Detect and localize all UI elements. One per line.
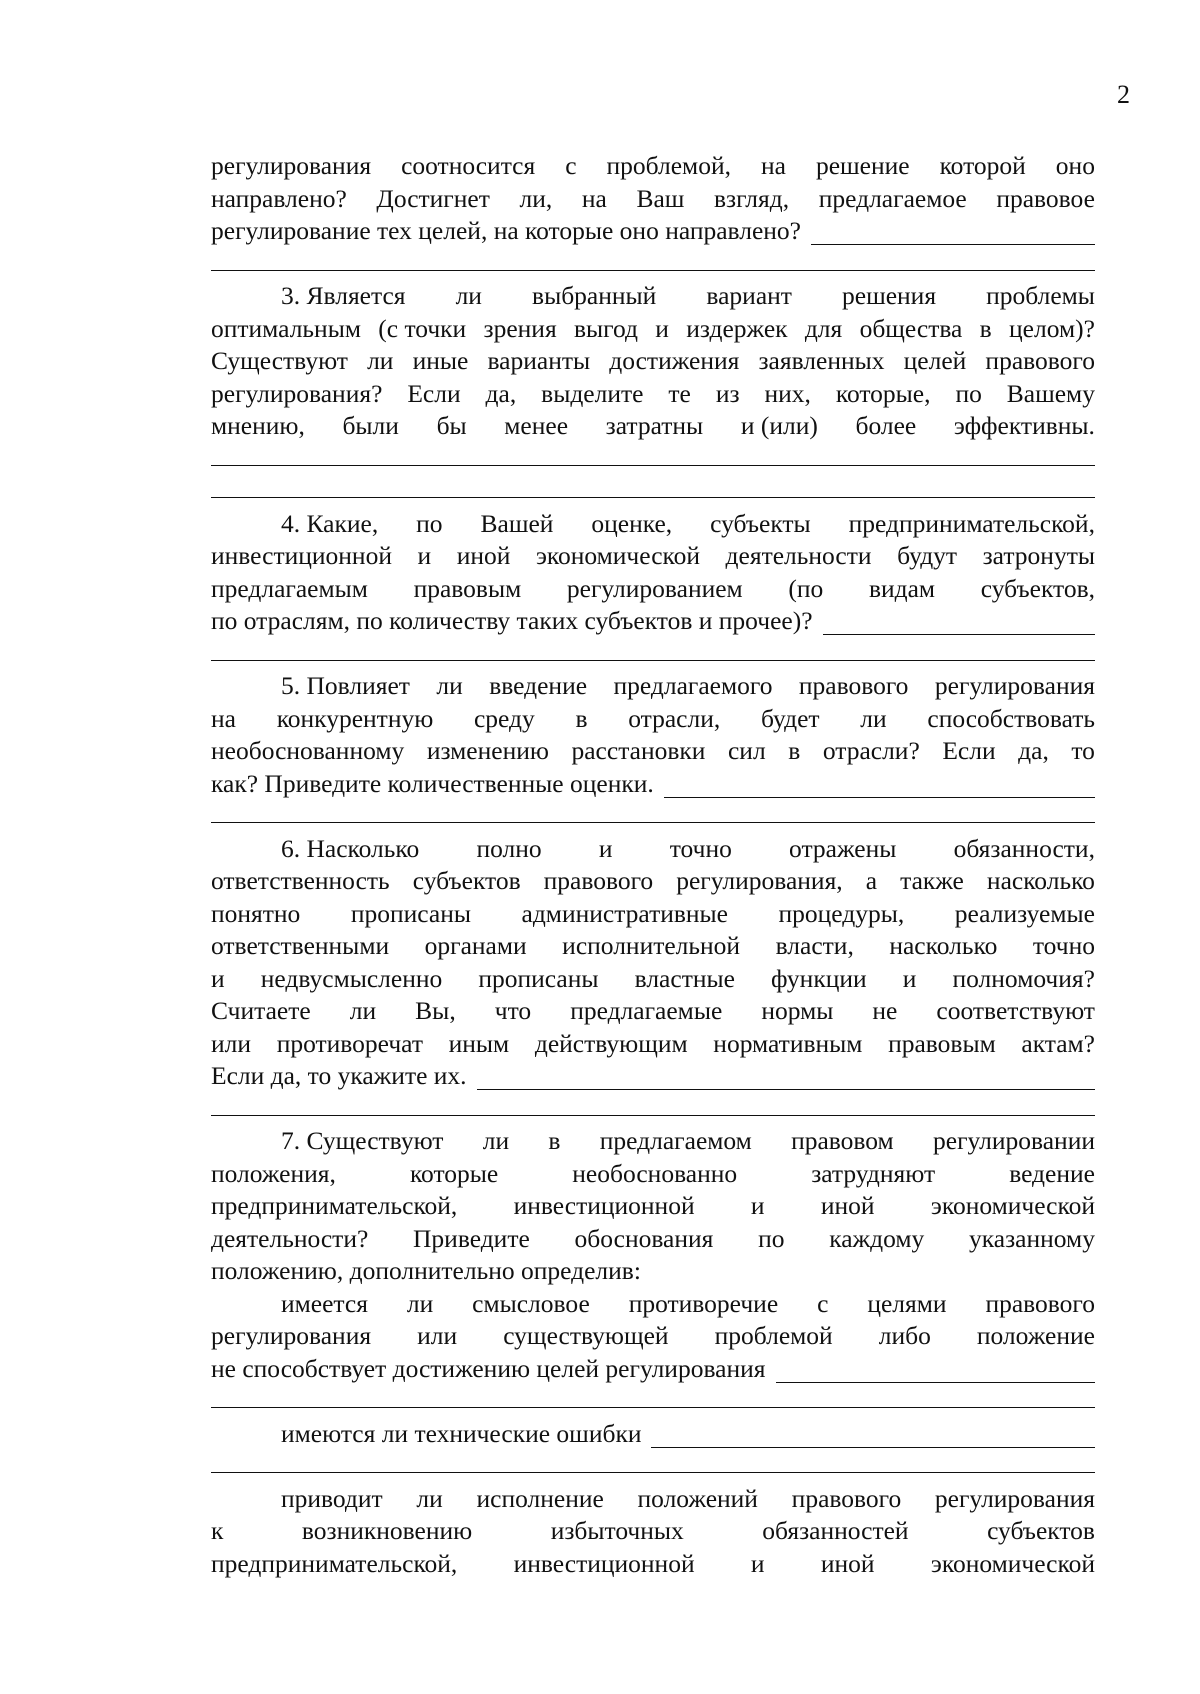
answer-line[interactable] bbox=[211, 768, 1095, 801]
text-line: имеется ли смысловое противоречие с целями правового bbox=[281, 1288, 1095, 1318]
text-line: 7. Существуют ли в предлагаемом правовом регулировании bbox=[281, 1126, 1095, 1155]
text-line: к возникновению избыточных обязанностей субъектов bbox=[211, 1516, 1095, 1545]
question-text: как? Приведите количественные оценки. bbox=[211, 768, 654, 798]
answer-blank[interactable] bbox=[664, 797, 1095, 798]
text-line: Существуют ли иные варианты достижения заявленных целей правового bbox=[211, 346, 1095, 375]
text-line: предпринимательской, инвестиционной и иной экономической bbox=[211, 1191, 1095, 1220]
question-text: регулирование тех целей, на которые оно направлено? bbox=[211, 216, 801, 245]
answer-blank-line[interactable] bbox=[211, 475, 1095, 508]
paragraph-question-4 bbox=[211, 508, 1095, 671]
text-line: регулирования? Если да, выделите те из них, которые, по Вашему bbox=[211, 378, 1095, 408]
text-line: приводит ли исполнение положений правового регулирования bbox=[281, 1483, 1095, 1513]
text-line: 4. Какие, по Вашей оценке, субъекты предпринимательской, bbox=[281, 508, 1095, 538]
answer-line[interactable] bbox=[211, 1353, 1095, 1386]
paragraph-question-7 bbox=[211, 1125, 1095, 1418]
text-line: или противоречат иным действующим нормативным правовым актам? bbox=[211, 1028, 1095, 1058]
question-text: имеются ли технические ошибки bbox=[281, 1418, 642, 1448]
answer-line[interactable] bbox=[211, 1418, 1095, 1451]
answer-blank-line[interactable] bbox=[211, 638, 1095, 671]
text-line: предпринимательской, инвестиционной и иной экономической bbox=[211, 1548, 1095, 1578]
answer-blank[interactable] bbox=[823, 634, 1095, 635]
text-line: регулирования или существующей проблемой либо положение bbox=[211, 1321, 1095, 1350]
text-line: ответственность субъектов правового регулирования, а также насколько bbox=[211, 866, 1095, 895]
text-line: мнению, были бы менее затратны и (или) более эффективны. bbox=[211, 411, 1095, 440]
question-text: не способствует достижению целей регулирования bbox=[211, 1353, 766, 1383]
answer-blank-line[interactable] bbox=[211, 1450, 1095, 1483]
text-line: 5. Повлияет ли введение предлагаемого правового регулирования bbox=[281, 671, 1095, 700]
paragraph-technical-errors bbox=[211, 1418, 1095, 1483]
answer-line[interactable] bbox=[211, 1060, 1095, 1093]
paragraph-excessive-obligations bbox=[211, 1483, 1095, 1581]
answer-blank-line[interactable] bbox=[211, 443, 1095, 476]
text-line: Считаете ли Вы, что предлагаемые нормы не соответствуют bbox=[211, 996, 1095, 1025]
paragraph-question-6 bbox=[211, 833, 1095, 1126]
text-line: понятно прописаны административные процедуры, реализуемые bbox=[211, 898, 1095, 928]
text-line: предлагаемым правовым регулированием (по видам субъектов, bbox=[211, 573, 1095, 603]
text-line: и недвусмысленно прописаны властные функции и полномочия? bbox=[211, 963, 1095, 993]
text-line: необоснованному изменению расстановки сил в отрасли? Если да, то bbox=[211, 736, 1095, 765]
paragraph-question-3 bbox=[211, 280, 1095, 508]
text-line: инвестиционной и иной экономической деятельности будут затронуты bbox=[211, 541, 1095, 570]
text-line: положению, дополнительно определив: bbox=[211, 1256, 641, 1285]
answer-blank[interactable] bbox=[651, 1447, 1095, 1448]
answer-blank[interactable] bbox=[776, 1382, 1095, 1383]
answer-blank[interactable] bbox=[811, 244, 1095, 245]
text-line: деятельности? Приведите обоснования по каждому указанному bbox=[211, 1223, 1095, 1253]
answer-blank-line[interactable] bbox=[211, 248, 1095, 281]
text-line: ответственными органами исполнительной власти, насколько точно bbox=[211, 931, 1095, 960]
text-line: оптимальным (с точки зрения выгод и издержек для общества в целом)? bbox=[211, 313, 1095, 343]
answer-blank-line[interactable] bbox=[211, 800, 1095, 833]
text-line: 6. Насколько полно и точно отражены обязанности, bbox=[281, 833, 1095, 863]
question-text: Если да, то укажите их. bbox=[211, 1061, 467, 1090]
page-number: 2 bbox=[1117, 80, 1130, 109]
text-line: на конкурентную среду в отрасли, будет ли способствовать bbox=[211, 703, 1095, 733]
answer-blank-line[interactable] bbox=[211, 1385, 1095, 1418]
answer-blank-line[interactable] bbox=[211, 1093, 1095, 1126]
text-line: 3. Является ли выбранный вариант решения проблемы bbox=[281, 281, 1095, 310]
text-line: регулирования соотносится с проблемой, на решение которой оно bbox=[211, 151, 1095, 180]
document-body bbox=[211, 150, 1095, 1580]
question-text: по отраслям, по количеству таких субъектов и прочее)? bbox=[211, 606, 813, 635]
answer-line[interactable] bbox=[211, 605, 1095, 638]
text-line: положения, которые необоснованно затрудняют ведение bbox=[211, 1158, 1095, 1188]
answer-blank[interactable] bbox=[477, 1089, 1095, 1090]
text-line: направлено? Достигнет ли, на Ваш взгляд, предлагаемое правовое bbox=[211, 183, 1095, 213]
answer-line[interactable] bbox=[211, 215, 1095, 248]
paragraph-question-5 bbox=[211, 670, 1095, 833]
paragraph-question-2 bbox=[211, 150, 1095, 280]
